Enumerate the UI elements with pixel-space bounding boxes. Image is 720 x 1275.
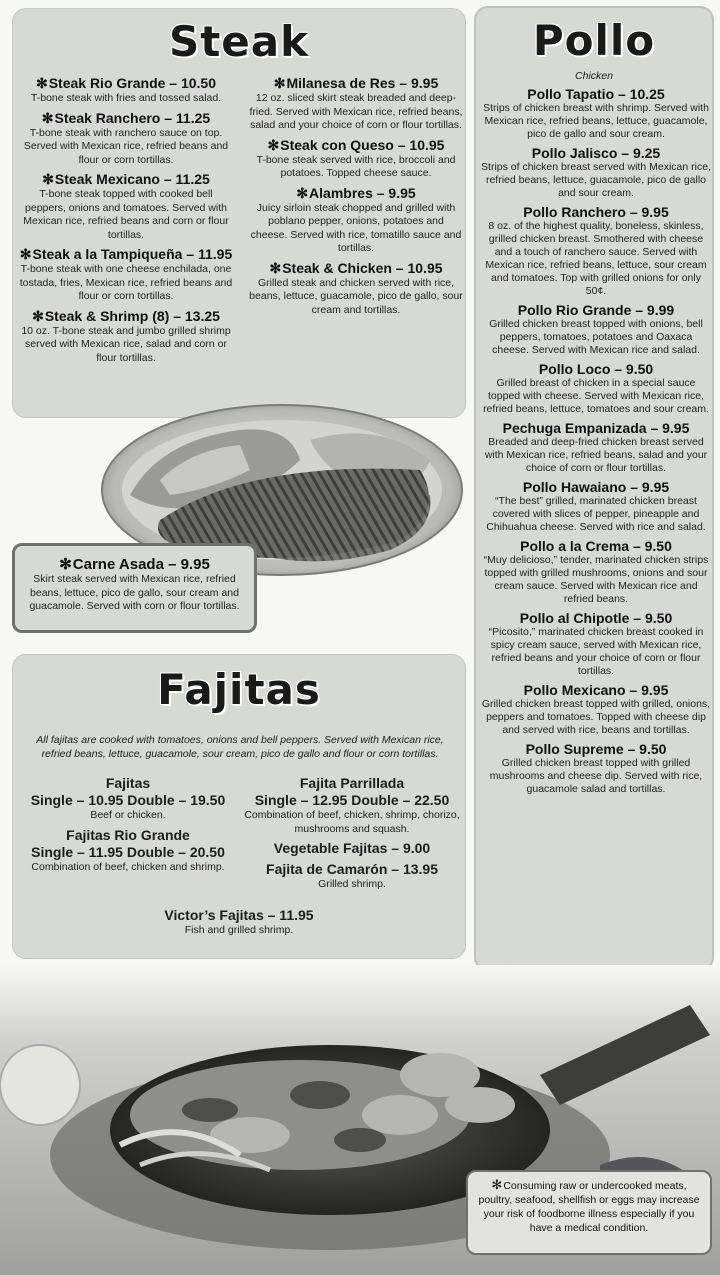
steak-section <box>12 8 466 418</box>
item-name: Fajitas <box>105 775 151 791</box>
item-description: Beef or chicken. <box>90 809 166 821</box>
item-description: Grilled chicken breast topped with onions, bell peppers, tomatoes, potatoes and Oaxaca cheese. Served with Mexican rice and salad. <box>489 318 703 356</box>
item-description: T-bone steak with one cheese enchilada, one tostada, fries, Mexican rice, refried beans and flour or corn tortillas. <box>19 263 233 302</box>
item-name: Fajita Parrillada <box>299 775 405 791</box>
item-name: Pollo Tapatio – 10.25 <box>527 86 665 102</box>
menu-item <box>480 538 712 606</box>
pollo-section <box>474 6 714 971</box>
menu-item <box>480 302 712 357</box>
item-price: Single – 12.95 Double – 22.50 <box>254 792 450 808</box>
item-name: Steak con Queso – 10.95 <box>280 136 445 153</box>
item-name: Steak Ranchero – 11.25 <box>54 109 211 126</box>
notice-text: Consuming raw or undercooked meats, poultry, seafood, shellfish or eggs may increase your risk of foodborne illness especially if you have a medical condition. <box>478 1180 700 1234</box>
item-name: Milanesa de Res – 9.95 <box>286 75 439 91</box>
item-description: Breaded and deep-fried chicken breast served with Mexican rice, refried beans, salad and your choice of corn or flour tortillas. <box>484 436 708 474</box>
item-description: Juicy sirloin steak chopped and grilled with poblano pepper, onions, potatoes and cheese. Served with rice, tomatillo sauce and tortillas. <box>250 201 462 254</box>
item-description: 10 oz. T-bone steak and jumbo grilled shrimp served with Mexican rice, salad and corn or flour tortillas. <box>21 324 231 364</box>
item-description: T-bone steak with fries and tossed salad. <box>30 92 222 104</box>
item-name: Steak & Chicken – 10.95 <box>282 259 443 276</box>
item-description: Grilled breast of chicken in a special sauce topped with cheese. Served with Mexican rice, refried beans, lettuce, tomatoes and sour cream. <box>483 377 709 415</box>
fajitas-column-left <box>19 775 237 878</box>
food-safety-notice <box>466 1170 712 1255</box>
item-name: Steak a la Tampiqueña – 11.95 <box>32 246 233 262</box>
star-icon: ✻ <box>19 246 32 262</box>
item-name: Alambres – 9.95 <box>309 184 416 201</box>
item-price: Single – 10.95 Double – 19.50 <box>30 792 226 808</box>
item-description: 12 oz. sliced skirt steak breaded and deep-fried. Served with Mexican rice, refried beans, salad and your choice of corn or flour tortillas. <box>249 92 463 131</box>
menu-item <box>19 75 233 106</box>
pollo-heading: Pollo <box>532 16 656 65</box>
menu-item <box>480 361 712 416</box>
item-description: “The best” grilled, marinated chicken breast covered with slices of pepper, pineapple and Chihuahua cheese. Served with rice and salad. <box>486 495 706 533</box>
menu-item <box>249 75 463 133</box>
star-icon: ✻ <box>32 307 44 324</box>
item-description: Combination of beef, chicken and shrimp. <box>31 860 225 873</box>
item-name: Pechuga Empanizada – 9.95 <box>502 420 690 436</box>
menu-item <box>480 86 712 141</box>
item-name: Pollo Loco – 9.50 <box>538 361 654 377</box>
fajitas-column-right <box>241 775 463 896</box>
menu-item <box>480 204 712 298</box>
item-description: Skirt steak served with Mexican rice, refried beans, lettuce, pico de gallo, sour cream and guacamole. Served with corn or flour tortillas. <box>29 573 240 612</box>
item-name: Pollo Hawaiano – 9.95 <box>522 479 670 495</box>
item-name: Steak & Shrimp (8) – 13.25 <box>44 307 220 324</box>
menu-item-victors-fajitas <box>13 907 465 938</box>
item-name: Pollo Ranchero – 9.95 <box>523 204 669 220</box>
item-name: Pollo Supreme – 9.50 <box>525 741 667 757</box>
fajitas-section <box>12 654 466 959</box>
steak-column-right <box>249 75 463 321</box>
star-icon: ✻ <box>269 259 282 276</box>
star-icon: ✻ <box>42 171 54 187</box>
item-price: Single – 11.95 Double – 20.50 <box>31 843 225 860</box>
item-name: Pollo Jalisco – 9.25 <box>531 145 661 161</box>
fajitas-heading: Fajitas <box>157 665 321 714</box>
item-description: 8 oz. of the highest quality, boneless, skinless, grilled chicken breast. Smothered with cheese and a touch of ranchero sauce. Served with Mexican rice, refried beans, lettuce, sour cream and tomatoes. Top with grilled onions for only 50¢. <box>485 220 707 297</box>
menu-item <box>480 741 712 796</box>
item-name: Fajita de Camarón – 13.95 <box>266 861 438 877</box>
menu-item <box>249 260 463 318</box>
star-icon: ✻ <box>273 75 286 91</box>
item-description: Grilled chicken breast topped with grilled, onions, peppers and tomatoes. Topped with cheese dip and served with rice, beans and tortillas. <box>481 698 711 736</box>
menu-item <box>241 861 463 892</box>
item-description: Fish and grilled shrimp. <box>184 924 294 936</box>
item-name: Steak Mexicano – 11.25 <box>54 171 210 187</box>
menu-item <box>241 775 463 836</box>
star-icon: ✻ <box>41 109 54 126</box>
item-description: T-bone steak topped with cooked bell peppers, onions and tomatoes. Served with Mexican rice, refried beans and corn or flour tortillas. <box>23 188 229 241</box>
item-name: Pollo al Chipotle – 9.50 <box>519 610 673 626</box>
item-description: T-bone steak served with rice, broccoli and potatoes. Topped cheese sauce. <box>256 153 456 179</box>
star-icon: ✻ <box>59 556 72 573</box>
item-description: Strips of chicken breast with shrimp. Served with Mexican rice, refried beans, lettuce, guacamole, pico de gallo and sour cream. <box>483 102 709 140</box>
item-name: Fajitas Rio Grande <box>66 826 190 843</box>
item-description: Grilled chicken breast topped with grilled mushrooms and cheese dip. Served with rice, guacamole salad and tortillas. <box>489 757 703 795</box>
pollo-subtitle: Chicken <box>575 70 613 82</box>
menu-item <box>19 171 233 242</box>
item-description: Grilled shrimp. <box>318 878 386 890</box>
menu-item <box>480 420 712 475</box>
item-description: “Muy delicioso,” tender, marinated chicken strips topped with grilled mushrooms, onions and sour cream sauce. Served with Mexican rice and refried beans. <box>483 554 709 605</box>
item-description: T-bone steak with ranchero sauce on top. Served with Mexican rice, refried beans and flour or corn tortillas. <box>23 126 229 166</box>
item-description: “Picosito,” marinated chicken breast cooked in spicy cream sauce, served with Mexican rice, refried beans and your choice of corn or flour tortillas. <box>488 626 704 677</box>
menu-item <box>480 479 712 534</box>
menu-item <box>249 137 463 181</box>
star-icon: ✻ <box>35 75 48 91</box>
item-name: Steak Rio Grande – 10.50 <box>48 75 217 91</box>
fajitas-intro: All fajitas are cooked with tomatoes, onions and bell peppers. Served with Mexican rice, refried beans, lettuce, guacamole, sour cream, pico de gallo and flour or corn tortillas. <box>36 734 444 760</box>
menu-item-carne-asada <box>19 556 250 614</box>
menu-item <box>480 682 712 737</box>
steak-heading: Steak <box>168 17 310 66</box>
pollo-list <box>480 86 712 800</box>
menu-item <box>19 308 233 366</box>
star-icon: ✻ <box>491 1177 503 1192</box>
menu-item <box>480 610 712 678</box>
item-name: Pollo Mexicano – 9.95 <box>523 682 669 698</box>
menu-item <box>19 827 237 875</box>
item-name: Vegetable Fajitas – 9.00 <box>273 840 431 856</box>
star-icon: ✻ <box>296 184 309 201</box>
item-description: Grilled steak and chicken served with rice, beans, lettuce, guacamole, pico de gallo, sour cream and tortillas. <box>249 276 463 316</box>
item-name: Pollo Rio Grande – 9.99 <box>517 302 675 318</box>
menu-item <box>19 775 237 823</box>
menu-item <box>19 110 233 168</box>
item-name: Carne Asada – 9.95 <box>72 556 210 573</box>
menu-item <box>249 185 463 256</box>
menu-item <box>241 840 463 857</box>
item-name: Victor’s Fajitas – 11.95 <box>164 907 314 923</box>
item-description: Strips of chicken breast served with Mexican rice, refried beans, lettuce, guacamole, pico de gallo and sour cream. <box>481 161 711 199</box>
menu-item <box>19 246 233 304</box>
steak-column-left <box>19 75 233 369</box>
star-icon: ✻ <box>267 136 280 153</box>
item-name: Pollo a la Crema – 9.50 <box>520 538 672 554</box>
item-description: Combination of beef, chicken, shrimp, chorizo, mushrooms and squash. <box>244 809 460 835</box>
carne-asada-box <box>12 543 257 633</box>
menu-item <box>480 145 712 200</box>
